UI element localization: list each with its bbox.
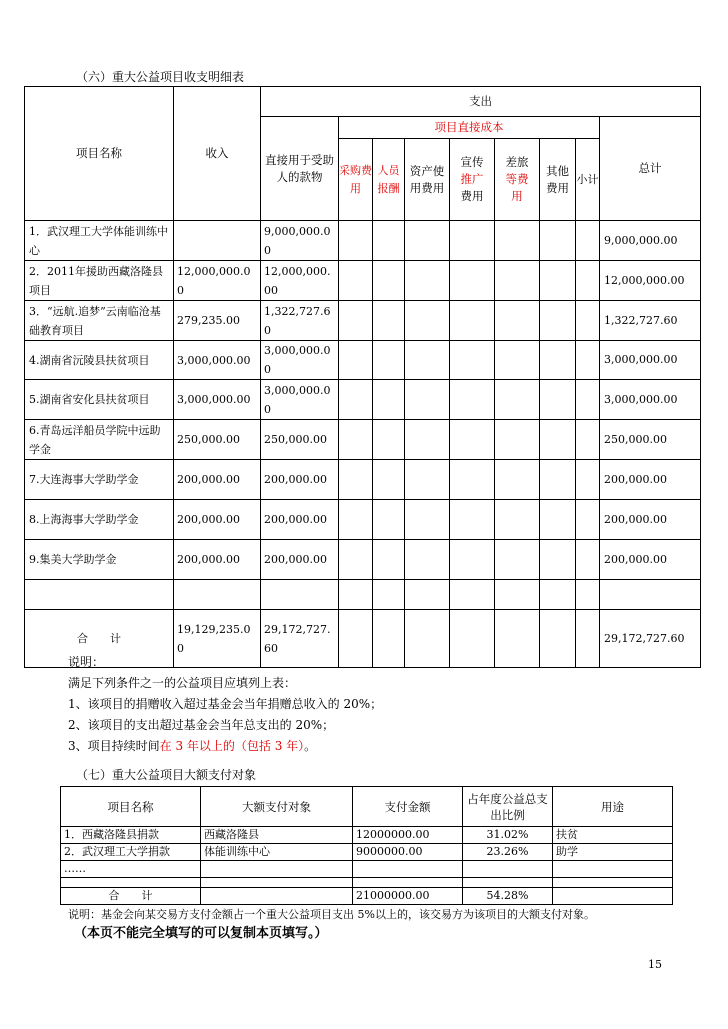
header-expense: 支出 [261, 87, 701, 117]
sum-income: 19,129,235.00 [174, 610, 261, 668]
row-project-name: 3．“远航.追梦”云南临沧基础教育项目 [25, 301, 174, 341]
notes-line-3: 2、该项目的支出超过基金会当年总支出的 20%； [68, 718, 335, 732]
table-row [25, 380, 701, 420]
row-project-name: 1．武汉理工大学体能训练中心 [25, 221, 174, 261]
row-purpose: 助学 [553, 844, 673, 861]
table-row-empty [61, 878, 673, 888]
header-ratio: 占年度公益总支出比例 [463, 787, 553, 827]
row-total: 250,000.00 [600, 420, 701, 460]
table-row [25, 500, 701, 540]
notes-line-1: 满足下列条件之一的公益项目应填列上表： [68, 676, 297, 690]
row-income: 12,000,000.00 [174, 261, 261, 301]
row-income: 250,000.00 [174, 420, 261, 460]
row-project-name: 8.上海海事大学助学金 [25, 500, 174, 540]
row-direct-aid: 200,000.00 [261, 540, 339, 580]
table-row [25, 420, 701, 460]
table-row [25, 261, 701, 301]
header-travel-c: 用 [511, 189, 523, 203]
row-project-name: 5.湖南省安化县扶贫项目 [25, 380, 174, 420]
header-direct-aid: 直接用于受助人的款物 [261, 117, 339, 221]
row-project-name: 2．2011年援助西藏洛隆县项目 [25, 261, 174, 301]
row-income: 3,000,000.00 [174, 380, 261, 420]
row-total: 200,000.00 [600, 500, 701, 540]
row-name: 2．武汉理工大学捐款 [61, 844, 201, 861]
row-total: 9,000,000.00 [600, 221, 701, 261]
header-promotion [450, 139, 495, 221]
notes-line-2: 1、该项目的捐赠收入超过基金会当年捐赠总收入的 20%； [68, 697, 383, 711]
header-subtotal: 小计 [576, 139, 600, 221]
table-row [61, 844, 673, 861]
table-row [25, 460, 701, 500]
page-number: 15 [648, 958, 662, 971]
header-personnel: 人员报酬 [373, 139, 405, 221]
major-project-income-expense-table [24, 86, 701, 668]
notes-label: 说明： [68, 655, 105, 669]
row-direct-aid: 200,000.00 [261, 500, 339, 540]
header-amount: 支付金额 [353, 787, 463, 827]
row-project-name: 6.青岛远洋船员学院中远助学金 [25, 420, 174, 460]
row-payee [201, 861, 353, 878]
row-project-name: 7.大连海事大学助学金 [25, 460, 174, 500]
row-income: 3,000,000.00 [174, 341, 261, 380]
header-direct-cost: 项目直接成本 [339, 117, 600, 139]
sum-direct-aid: 29,172,727.60 [261, 610, 339, 668]
section-7-note: 说明：基金会向某交易方支付金额占一个重大公益项目支出 5%以上的，该交易方为该项目的大额支付对象。 [68, 908, 595, 921]
table-row [25, 301, 701, 341]
row-ratio [463, 861, 553, 878]
header-other: 其他费用 [540, 139, 576, 221]
copy-page-note: （本页不能完全填写的可以复制本页填写。） [74, 926, 328, 941]
row-ratio: 31.02% [463, 827, 553, 844]
header-asset-use: 资产使用费用 [405, 139, 450, 221]
row-ratio: 23.26% [463, 844, 553, 861]
row-income [174, 221, 261, 261]
row-total: 200,000.00 [600, 540, 701, 580]
sum-ratio: 54.28% [463, 888, 553, 905]
notes-line-4 [68, 736, 382, 757]
row-direct-aid: 12,000,000.00 [261, 261, 339, 301]
header-name: 项目名称 [61, 787, 201, 827]
header-promotion-b: 推广 [460, 172, 484, 186]
row-direct-aid: 250,000.00 [261, 420, 339, 460]
table-row-empty [25, 580, 701, 610]
sum-total: 29,172,727.60 [600, 610, 701, 668]
notes-line-4-prefix: 3、项目持续时间 [68, 739, 160, 753]
header-travel [495, 139, 540, 221]
sum-amount: 21000000.00 [353, 888, 463, 905]
header-total: 总计 [600, 117, 701, 221]
row-total: 3,000,000.00 [600, 380, 701, 420]
section-6-notes [68, 652, 382, 757]
row-total: 200,000.00 [600, 460, 701, 500]
row-income: 279,235.00 [174, 301, 261, 341]
row-direct-aid: 9,000,000.00 [261, 221, 339, 261]
row-purpose [553, 861, 673, 878]
table-row [25, 540, 701, 580]
header-income: 收入 [174, 87, 261, 221]
row-project-name: 4.湖南省沅陵县扶贫项目 [25, 341, 174, 380]
table-row-sum [61, 888, 673, 905]
sum-label: 合 计 [61, 888, 201, 905]
header-procurement: 采购费用 [339, 139, 373, 221]
header-travel-a: 差旅 [505, 155, 529, 169]
section-6-title: （六）重大公益项目收支明细表 [76, 70, 245, 84]
row-amount: 9000000.00 [353, 844, 463, 861]
row-payee: 西藏洛隆县 [201, 827, 353, 844]
row-project-name: 9.集美大学助学金 [25, 540, 174, 580]
sum-label: 合 计 [25, 610, 174, 668]
row-name: 1．西藏洛隆县捐款 [61, 827, 201, 844]
table-row [25, 221, 701, 261]
row-direct-aid: 200,000.00 [261, 460, 339, 500]
header-purpose: 用途 [553, 787, 673, 827]
row-total: 1,322,727.60 [600, 301, 701, 341]
table-row [61, 861, 673, 878]
section-7-title: （七）重大公益项目大额支付对象 [76, 768, 257, 782]
row-amount [353, 861, 463, 878]
large-payment-recipient-table [60, 786, 673, 905]
row-total: 3,000,000.00 [600, 341, 701, 380]
row-income: 200,000.00 [174, 500, 261, 540]
row-direct-aid: 3,000,000.00 [261, 380, 339, 420]
row-total: 12,000,000.00 [600, 261, 701, 301]
header-project-name: 项目名称 [25, 87, 174, 221]
notes-line-4-suffix: 。 [304, 739, 317, 753]
row-amount: 12000000.00 [353, 827, 463, 844]
row-payee: 体能训练中心 [201, 844, 353, 861]
header-promotion-c: 费用 [460, 189, 484, 203]
row-direct-aid: 1,322,727.60 [261, 301, 339, 341]
table-row [25, 341, 701, 380]
header-travel-b: 等费 [505, 172, 529, 186]
row-income: 200,000.00 [174, 460, 261, 500]
header-payee: 大额支付对象 [201, 787, 353, 827]
notes-line-4-highlight: 在 3 年以上的（包括 3 年） [159, 739, 305, 753]
row-name: …… [61, 861, 201, 878]
table-row [61, 827, 673, 844]
header-promotion-a: 宣传 [460, 155, 484, 169]
row-direct-aid: 3,000,000.00 [261, 341, 339, 380]
row-income: 200,000.00 [174, 540, 261, 580]
row-purpose: 扶贫 [553, 827, 673, 844]
